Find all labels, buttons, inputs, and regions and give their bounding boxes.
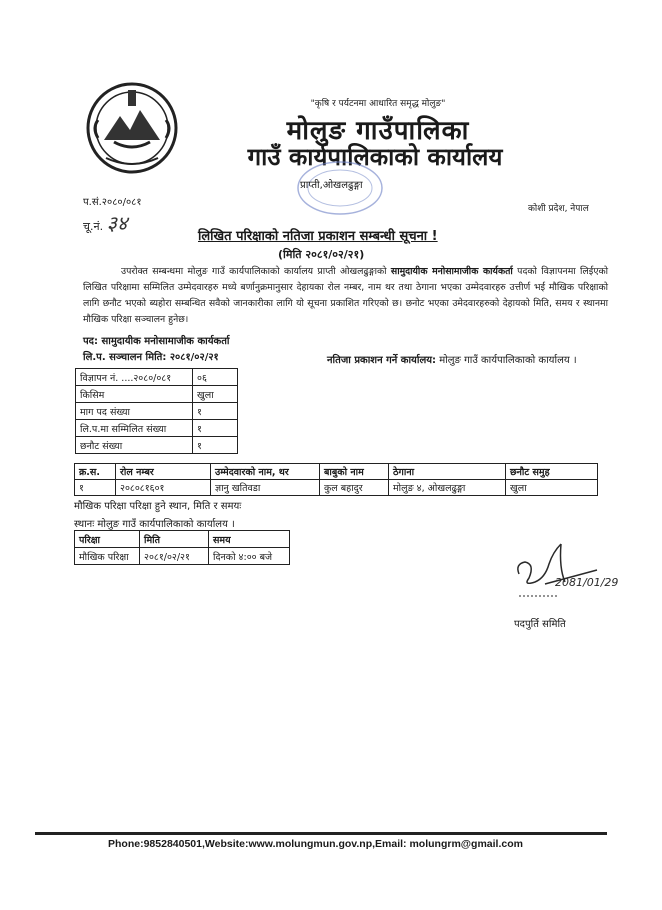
- handwritten-signature: [505, 534, 625, 614]
- body-part-1: उपरोक्त सम्बन्धमा मोलुङ गाउँ कार्यपालिकाको कार्यालय प्राप्ती ओखलढुङ्गाको: [121, 266, 391, 277]
- table-row: [75, 548, 290, 565]
- summary-value: १: [193, 437, 238, 454]
- summary-value: १: [193, 403, 238, 420]
- cell-date: २०८१/०२/२१: [140, 548, 209, 565]
- table-row: [75, 480, 598, 496]
- interview-table: [74, 530, 290, 565]
- publisher-value: मोलुङ गाउँ कार्यपालिकाको कार्यालय ।: [436, 355, 577, 366]
- cell-father: कुल बहादुर: [320, 480, 389, 496]
- publisher-line: [327, 352, 577, 366]
- table-row: [76, 369, 238, 386]
- table-row: [76, 420, 238, 437]
- cell-exam: मौखिक परिक्षा: [75, 548, 140, 565]
- summary-key: माग पद संख्या: [76, 403, 193, 420]
- exam-date-line: लि.प. सञ्चालन मिति: २०८१/०२/२१: [83, 352, 219, 363]
- summary-value: ०६: [193, 369, 238, 386]
- dispatch-label: चू.नं.: [83, 220, 104, 233]
- province: कोशी प्रदेश, नेपाल: [528, 204, 589, 214]
- post-line: पद: सामुदायीक मनोसामाजीक कार्यकर्ता: [83, 336, 230, 347]
- office-name: गाउँ कार्यपालिकाको कार्यालय: [247, 143, 503, 171]
- col-roll: रोल नम्बर: [116, 464, 211, 480]
- col-time: समय: [209, 531, 290, 548]
- notice-body: [83, 264, 608, 328]
- cell-serial: १: [75, 480, 116, 496]
- summary-value: १: [193, 420, 238, 437]
- cell-roll: २०८०८१६०१: [116, 480, 211, 496]
- interview-venue: स्थानः मोलुङ गाउँ कार्यपालिकाको कार्यालय ।: [74, 519, 235, 530]
- cell-name: ज्ञानु खतिवडा: [211, 480, 320, 496]
- summary-value: खुला: [193, 386, 238, 403]
- table-row: [76, 403, 238, 420]
- publisher-label: नतिजा प्रकाशन गर्ने कार्यालय:: [327, 355, 437, 366]
- col-serial: क्र.स.: [75, 464, 116, 480]
- cell-time: दिनको ४:०० बजे: [209, 548, 290, 565]
- table-header-row: [75, 531, 290, 548]
- results-table: [74, 463, 598, 496]
- notice-date: (मिति २०८१/०२/२१): [278, 248, 365, 261]
- cell-address: मोलुङ ४, ओखलढुङ्गा: [389, 480, 506, 496]
- municipality-emblem: [84, 80, 180, 176]
- notice-title: लिखित परिक्षाको नतिजा प्रकाशन सम्बन्धी सूचना !: [198, 229, 438, 244]
- signature-date: 2081/01/29: [555, 576, 619, 589]
- col-name: उम्मेदवारको नाम, थर: [211, 464, 320, 480]
- col-group: छनौट समुह: [506, 464, 598, 480]
- body-part-2: पदको विज्ञापनमा लिईएको लिखित परिक्षामा सम्मिलित उम्मेदवारहरु मध्ये बर्णानुक्रमानुसार देहायका रोल नम्बर, नाम थर तथा ठेगाना भएका उम्मेदवारहरु उत्तीर्ण भई मौखिक परिक्षाको लागि छनौट भएको ब्यहोरा सम्बन्धित सवैको जानकारीका लागि यो सूचना प्रकाशित गरिएको छ। छनोट भएका उमेदवारहरुको देहायको मिति, समय र स्थानमा मौखिक परिक्षा सञ्चालन हुनेछ।: [83, 266, 609, 326]
- office-address: प्राप्ती,ओखलढुङ्गा: [300, 180, 363, 191]
- summary-key: किसिम: [76, 386, 193, 403]
- col-exam: परिक्षा: [75, 531, 140, 548]
- municipality-name: मोलुङ गाउँपालिका: [286, 116, 470, 146]
- table-row: [76, 437, 238, 454]
- dispatch-value: ३४: [106, 211, 128, 235]
- summary-key: लि.प.मा सम्मिलित संख्या: [76, 420, 193, 437]
- reference-number: प.सं.२०८०/०८१: [83, 197, 142, 208]
- col-address: ठेगाना: [389, 464, 506, 480]
- col-date: मिति: [140, 531, 209, 548]
- dispatch-number: [83, 209, 127, 236]
- interview-heading: मौखिक परिक्षा परिक्षा हुने स्थान, मिति र समयः: [74, 501, 242, 512]
- body-post-name: सामुदायीक मनोसामाजीक कार्यकर्ता: [390, 266, 513, 277]
- table-header-row: [75, 464, 598, 480]
- footer-divider: [35, 832, 607, 835]
- summary-key: छनौट संख्या: [76, 437, 193, 454]
- tagline: "कृषि र पर्यटनमा आधारित समृद्ध मोलुङ": [310, 99, 446, 109]
- signatory-role: पदपुर्ति समिति: [514, 619, 566, 630]
- col-father: बाबुको नाम: [320, 464, 389, 480]
- table-row: [76, 386, 238, 403]
- summary-table: [75, 368, 238, 454]
- footer-contact: Phone:9852840501,Website:www.molungmun.gov.np,Email: molungrm@gmail.com: [108, 838, 523, 850]
- summary-key: विज्ञापन नं. ....२०८०/०८१: [76, 369, 193, 386]
- cell-group: खुला: [506, 480, 598, 496]
